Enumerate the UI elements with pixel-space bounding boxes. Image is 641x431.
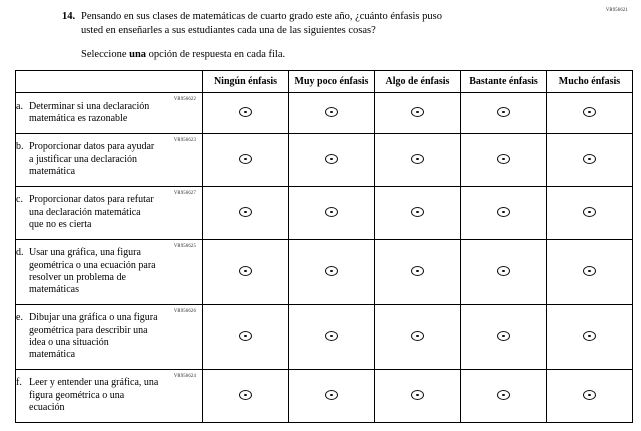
question-line-1: Pensando en sus clases de matemáticas de cuarto grado este año, ¿cuánto énfasis puso <box>81 11 442 22</box>
radio-bubble[interactable] <box>497 154 510 164</box>
radio-bubble[interactable] <box>583 390 596 400</box>
item-b-line-0: Proporcionar datos para ayudar <box>29 141 155 153</box>
question-number: 14. <box>62 11 76 22</box>
radio-bubble[interactable] <box>583 331 596 341</box>
option-d-2[interactable] <box>375 240 461 305</box>
table-row <box>16 370 633 423</box>
item-b-line-2: matemática <box>29 166 76 178</box>
radio-bubble[interactable] <box>239 390 252 400</box>
instruction-emphasis: una <box>129 49 147 60</box>
table-row <box>16 134 633 187</box>
table-row <box>16 305 633 370</box>
radio-bubble[interactable] <box>325 266 338 276</box>
item-stub-d <box>16 240 203 305</box>
column-header-0: Ningún énfasis <box>203 71 289 93</box>
item-stub-c <box>16 187 203 240</box>
option-c-2[interactable] <box>375 187 461 240</box>
option-c-0[interactable] <box>203 187 289 240</box>
option-d-3[interactable] <box>461 240 547 305</box>
item-a-line-1: matemática es razonable <box>29 113 128 124</box>
item-e-line-1: geométrica para describir una <box>29 324 148 336</box>
question-text <box>62 10 574 37</box>
option-a-0[interactable] <box>203 93 289 134</box>
item-letter-d: d. <box>16 247 24 259</box>
option-f-1[interactable] <box>289 370 375 423</box>
item-e-line-0: Dibujar una gráfica o una figura <box>29 312 158 324</box>
item-stub-e <box>16 305 203 370</box>
radio-bubble[interactable] <box>497 207 510 217</box>
option-c-4[interactable] <box>547 187 633 240</box>
item-letter-c: c. <box>16 194 23 206</box>
radio-bubble[interactable] <box>325 154 338 164</box>
grid-header-row <box>16 71 633 93</box>
item-d-line-1: geométrica o una ecuación para <box>29 259 156 271</box>
option-d-0[interactable] <box>203 240 289 305</box>
item-stub-b <box>16 134 203 187</box>
radio-bubble[interactable] <box>497 331 510 341</box>
option-d-4[interactable] <box>547 240 633 305</box>
instruction-post: opción de respuesta en cada fila. <box>146 49 286 60</box>
radio-bubble[interactable] <box>411 390 424 400</box>
radio-bubble[interactable] <box>325 207 338 217</box>
item-e-line-3: matemática <box>29 349 76 361</box>
option-f-2[interactable] <box>375 370 461 423</box>
item-c-line-2: que no es cierta <box>29 219 92 231</box>
radio-bubble[interactable] <box>411 331 424 341</box>
page-corner-code: VR956621 <box>605 8 628 13</box>
option-b-3[interactable] <box>461 134 547 187</box>
item-e-line-2: idea o una situación <box>29 337 109 348</box>
radio-bubble[interactable] <box>583 266 596 276</box>
item-d-line-0: Usar una gráfica, una figura <box>29 247 141 259</box>
radio-bubble[interactable] <box>239 107 252 117</box>
option-a-4[interactable] <box>547 93 633 134</box>
radio-bubble[interactable] <box>239 266 252 276</box>
item-c-line-1: una declaración matemática <box>29 206 141 218</box>
grid-stub-header <box>16 71 203 93</box>
item-letter-a: a. <box>16 100 23 112</box>
radio-bubble[interactable] <box>411 107 424 117</box>
item-code-c: VR956627 <box>173 191 196 196</box>
option-c-3[interactable] <box>461 187 547 240</box>
option-b-4[interactable] <box>547 134 633 187</box>
option-e-0[interactable] <box>203 305 289 370</box>
radio-bubble[interactable] <box>411 266 424 276</box>
radio-bubble[interactable] <box>583 107 596 117</box>
item-letter-b: b. <box>16 141 24 153</box>
radio-bubble[interactable] <box>411 154 424 164</box>
option-b-1[interactable] <box>289 134 375 187</box>
option-f-4[interactable] <box>547 370 633 423</box>
radio-bubble[interactable] <box>583 207 596 217</box>
option-e-1[interactable] <box>289 305 375 370</box>
option-e-2[interactable] <box>375 305 461 370</box>
radio-bubble[interactable] <box>583 154 596 164</box>
item-a-line-0: Determinar si una declaración <box>29 100 150 112</box>
instruction-text <box>81 48 574 61</box>
option-d-1[interactable] <box>289 240 375 305</box>
radio-bubble[interactable] <box>497 107 510 117</box>
column-header-3: Bastante énfasis <box>461 71 547 93</box>
instruction-pre: Seleccione <box>81 49 130 60</box>
option-b-0[interactable] <box>203 134 289 187</box>
column-header-1: Muy poco énfasis <box>289 71 375 93</box>
item-f-line-1: figura geométrica o una <box>29 389 125 401</box>
question-block <box>62 10 574 61</box>
radio-bubble[interactable] <box>239 207 252 217</box>
option-a-3[interactable] <box>461 93 547 134</box>
item-stub-f <box>16 370 203 423</box>
column-header-4: Mucho énfasis <box>547 71 633 93</box>
option-a-1[interactable] <box>289 93 375 134</box>
radio-bubble[interactable] <box>497 390 510 400</box>
radio-bubble[interactable] <box>239 154 252 164</box>
radio-bubble[interactable] <box>411 207 424 217</box>
item-f-line-0: Leer y entender una gráfica, una <box>29 377 159 389</box>
column-header-2: Algo de énfasis <box>375 71 461 93</box>
item-b-line-1: a justificar una declaración <box>29 153 137 165</box>
grid-body <box>16 93 633 423</box>
item-c-line-0: Proporcionar datos para refutar <box>29 194 154 206</box>
option-a-2[interactable] <box>375 93 461 134</box>
option-e-3[interactable] <box>461 305 547 370</box>
option-f-0[interactable] <box>203 370 289 423</box>
item-d-line-3: matemáticas <box>29 284 79 296</box>
radio-bubble[interactable] <box>325 331 338 341</box>
response-grid <box>15 70 633 423</box>
table-row <box>16 240 633 305</box>
item-letter-f: f. <box>16 377 22 389</box>
item-letter-e: e. <box>16 312 23 324</box>
item-d-line-2: resolver un problema de <box>29 272 126 283</box>
table-row <box>16 93 633 134</box>
item-code-f: VR956624 <box>173 374 196 379</box>
question-line-2: usted en enseñarles a sus estudiantes cada una de las siguientes cosas? <box>81 24 376 36</box>
item-f-line-2: ecuación <box>29 402 65 414</box>
option-f-3[interactable] <box>461 370 547 423</box>
option-c-1[interactable] <box>289 187 375 240</box>
option-b-2[interactable] <box>375 134 461 187</box>
item-code-e: VR956626 <box>173 309 196 314</box>
radio-bubble[interactable] <box>325 390 338 400</box>
radio-bubble[interactable] <box>239 331 252 341</box>
item-stub-a <box>16 93 203 134</box>
item-code-d: VR956625 <box>173 244 196 249</box>
item-code-a: VR956622 <box>173 97 196 102</box>
table-row <box>16 187 633 240</box>
item-code-b: VR956623 <box>173 138 196 143</box>
radio-bubble[interactable] <box>497 266 510 276</box>
option-e-4[interactable] <box>547 305 633 370</box>
radio-bubble[interactable] <box>325 107 338 117</box>
